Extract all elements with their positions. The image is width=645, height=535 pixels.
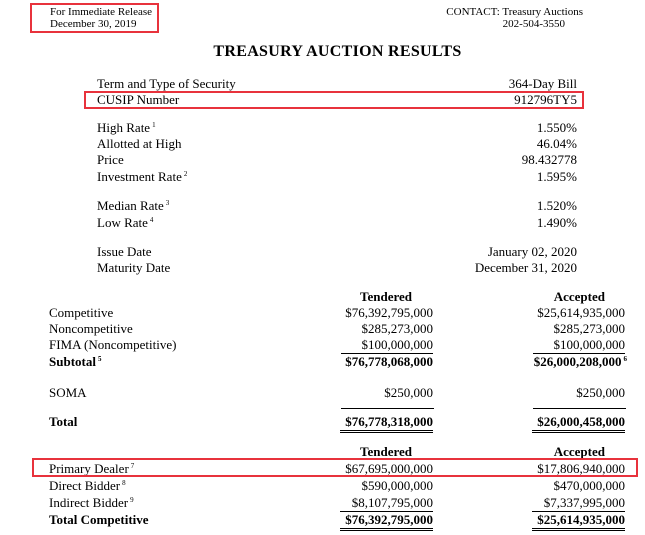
- primary-dealer-tendered: $67,695,000,000: [345, 461, 433, 476]
- total-competitive-label: Total Competitive: [49, 512, 149, 527]
- cusip-label: CUSIP Number: [97, 92, 180, 107]
- total-accepted: $26,000,458,000: [532, 414, 625, 433]
- issue-date-label: Issue Date: [97, 244, 152, 259]
- total-tendered: $76,778,318,000: [340, 414, 433, 433]
- primary-dealer-highlight-box: [32, 458, 638, 477]
- total-competitive-accepted: $25,614,935,000: [532, 512, 625, 531]
- fima-label: FIMA (Noncompetitive): [49, 337, 177, 352]
- median-rate-value: 1.520%: [536, 198, 577, 213]
- competitive-accepted: $25,614,935,000: [537, 305, 625, 320]
- direct-bidder-tendered: $590,000,000: [361, 478, 433, 493]
- page-title: TREASURY AUCTION RESULTS: [213, 43, 462, 60]
- total-label: Total: [49, 414, 78, 429]
- indirect-bidder-label: Indirect Bidder $^9$: [49, 495, 134, 510]
- median-rate-label: Median Rate $^3$: [97, 198, 170, 213]
- subtotal-tendered: $76,778,068,000: [345, 354, 433, 369]
- noncompetitive-tendered: $285,273,000: [361, 321, 433, 336]
- primary-dealer-label: Primary Dealer $^7$: [49, 461, 135, 476]
- competitive-tendered: $76,392,795,000: [345, 305, 433, 320]
- primary-dealer-accepted: $17,806,940,000: [537, 461, 625, 476]
- allotted-value: 46.04%: [536, 136, 577, 151]
- price-value: 98.432778: [521, 152, 577, 167]
- fima-tendered: $100,000,000: [341, 337, 433, 354]
- bids-accepted-header: Accepted: [553, 289, 605, 304]
- soma-label: SOMA: [49, 385, 87, 400]
- contact-label: CONTACT: Treasury Auctions: [446, 6, 583, 18]
- total-competitive-tendered: $76,392,795,000: [340, 512, 433, 531]
- noncompetitive-accepted: $285,273,000: [553, 321, 625, 336]
- bidders-tendered-header: Tendered: [359, 444, 412, 459]
- total-tendered-rule: [341, 408, 434, 409]
- direct-bidder-label: Direct Bidder $^8$: [49, 478, 126, 493]
- subtotal-label: Subtotal $^5$: [49, 354, 102, 369]
- fima-accepted: $100,000,000: [533, 337, 625, 354]
- low-rate-value: 1.490%: [536, 215, 577, 230]
- high-rate-label: High Rate $^1$: [97, 120, 156, 135]
- term-value: 364-Day Bill: [508, 76, 577, 91]
- indirect-bidder-accepted: $7,337,995,000: [532, 495, 625, 512]
- price-label: Price: [97, 152, 124, 167]
- investment-rate-value: 1.595%: [536, 169, 577, 184]
- cusip-value: 912796TY5: [514, 92, 577, 107]
- allotted-label: Allotted at High: [97, 136, 182, 151]
- term-label: Term and Type of Security: [97, 76, 236, 91]
- cusip-highlight-box: [84, 91, 584, 109]
- contact-phone: 202-504-3550: [502, 18, 565, 30]
- release-highlight-box: [30, 3, 159, 33]
- maturity-date-label: Maturity Date: [97, 260, 171, 275]
- noncompetitive-label: Noncompetitive: [49, 321, 133, 336]
- competitive-label: Competitive: [49, 305, 114, 320]
- indirect-bidder-tendered: $8,107,795,000: [340, 495, 433, 512]
- bidders-accepted-header: Accepted: [553, 444, 605, 459]
- soma-accepted: $250,000: [576, 385, 625, 400]
- maturity-date-value: December 31, 2020: [474, 260, 577, 275]
- investment-rate-label: Investment Rate $^2$: [97, 169, 188, 184]
- soma-tendered: $250,000: [384, 385, 433, 400]
- total-accepted-rule: [533, 408, 626, 409]
- subtotal-accepted: $26,000,208,000 $^6$: [533, 354, 627, 369]
- issue-date-value: January 02, 2020: [487, 244, 577, 259]
- low-rate-label: Low Rate $^4$: [97, 215, 154, 230]
- bids-tendered-header: Tendered: [359, 289, 412, 304]
- release-date: December 30, 2019: [50, 18, 137, 30]
- direct-bidder-accepted: $470,000,000: [553, 478, 625, 493]
- release-label: For Immediate Release: [50, 6, 153, 18]
- high-rate-value: 1.550%: [536, 120, 577, 135]
